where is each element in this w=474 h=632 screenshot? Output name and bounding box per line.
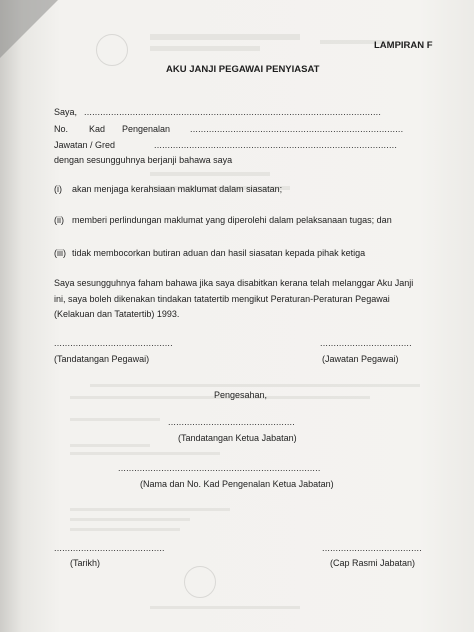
officer-position-caption: (Jawatan Pegawai): [322, 354, 399, 364]
saya-label: Saya,: [54, 107, 78, 117]
folded-corner: [0, 0, 58, 58]
head-name-caption: (Nama dan No. Kad Pengenalan Ketua Jabatan): [140, 479, 334, 489]
bleed-through-block: [70, 452, 220, 455]
bleed-through-seal: [184, 566, 216, 598]
bleed-through-block: [70, 418, 160, 421]
paragraph-line: (Kelakuan dan Tatatertib) 1993.: [54, 309, 180, 319]
document-title: AKU JANJI PEGAWAI PENYIASAT: [166, 64, 320, 75]
item-text: tidak membocorkan butiran aduan dan hasil siasatan kepada pihak ketiga: [72, 248, 366, 258]
no-kad-fill-line: ...............................................................................: [190, 124, 404, 134]
item-number: (i): [54, 184, 62, 194]
bleed-through-block: [150, 172, 270, 176]
date-caption: (Tarikh): [70, 558, 101, 568]
bleed-through-block: [70, 518, 190, 521]
bleed-through-block: [70, 528, 180, 531]
date-line: .........................................: [54, 543, 165, 553]
head-name-line: ...........................................................................: [118, 463, 321, 473]
item-text: memberi perlindungan maklumat yang diperolehi dalam pelaksanaan tugas; dan: [72, 215, 392, 225]
no-label: No.: [54, 124, 69, 134]
paragraph-line: ini, saya boleh dikenakan tindakan tatatertib mengikut Peraturan-Peraturan Pegawai: [54, 294, 390, 304]
bleed-through-block: [150, 46, 260, 51]
item-text: akan menjaga kerahsiaan maklumat dalam siasatan;: [72, 184, 283, 194]
oath-line: dengan sesungguhnya berjanji bahawa saya: [54, 155, 233, 165]
officer-signature-line: ............................................: [54, 338, 173, 348]
lampiran-label: LAMPIRAN F: [374, 40, 433, 51]
bleed-through-seal: [96, 34, 128, 66]
bleed-through-block: [70, 508, 230, 511]
kad-label: Kad: [89, 124, 106, 134]
stamp-line: .....................................: [322, 543, 422, 553]
stamp-caption: (Cap Rasmi Jabatan): [330, 558, 416, 568]
jawatan-gred-label: Jawatan / Gred: [54, 140, 116, 150]
officer-signature-caption: (Tandatangan Pegawai): [54, 354, 150, 364]
pengenalan-label: Pengenalan: [122, 124, 171, 134]
saya-fill-line: ..............................................................................................................: [84, 107, 382, 117]
paragraph-line: Saya sesungguhnya faham bahawa jika saya disabitkan kerana telah melanggar Aku Janji: [54, 278, 414, 288]
jawatan-fill-line: ..........................................................................................: [154, 140, 398, 150]
verification-heading: Pengesahan,: [214, 390, 268, 400]
item-number: (ii): [54, 215, 64, 225]
bleed-through-block: [150, 606, 300, 609]
head-signature-caption: (Tandatangan Ketua Jabatan): [178, 433, 297, 443]
bleed-through-block: [150, 34, 300, 40]
bleed-through-block: [90, 384, 420, 387]
officer-position-line: ..................................: [320, 338, 412, 348]
item-number: (iii): [54, 248, 66, 258]
bleed-through-block: [70, 444, 150, 447]
head-signature-line: ...............................................: [168, 417, 295, 427]
